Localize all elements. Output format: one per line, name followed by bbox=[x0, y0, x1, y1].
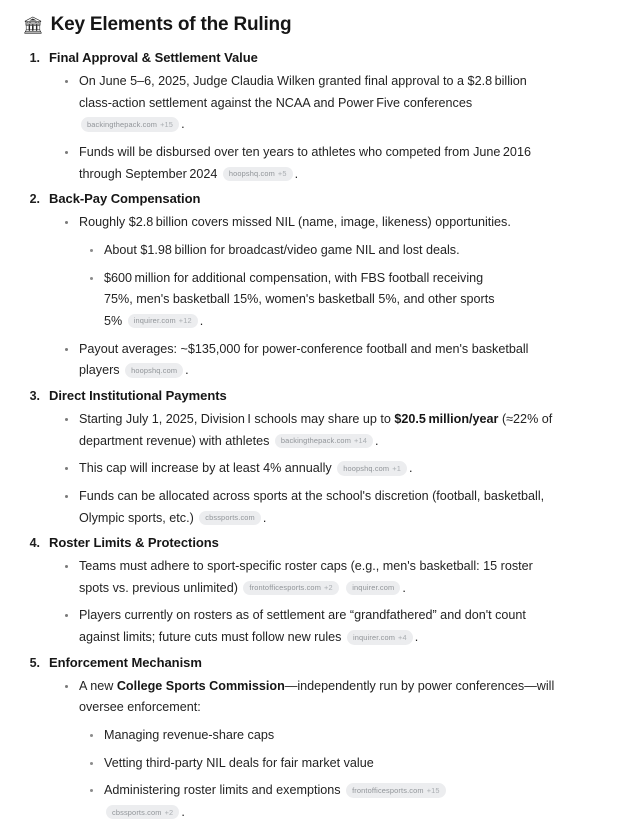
section-bullets bbox=[79, 556, 576, 649]
citation-count: +4 bbox=[398, 632, 407, 642]
bullet-emphasis: College Sports Commission bbox=[116, 678, 285, 693]
list-item bbox=[79, 458, 556, 480]
bullet-terminator: . bbox=[294, 166, 299, 181]
list-item bbox=[79, 71, 556, 136]
classical-building-icon: 🏛 bbox=[22, 15, 44, 35]
bullet-terminator: . bbox=[181, 117, 185, 132]
bullet-text: Starting July 1, 2025, Division I schools may share up to bbox=[79, 411, 395, 426]
list-item bbox=[79, 556, 556, 599]
section-heading bbox=[16, 191, 618, 206]
bullet-emphasis: $20.5 million/year bbox=[394, 411, 499, 426]
section-title: Enforcement Mechanism bbox=[49, 654, 202, 670]
sections-list bbox=[16, 50, 618, 824]
bullet-text: $600 million for additional compensation, with FBS football receiving 75%, men's basketball 15%, women's basketball 5%, and other sports 5% bbox=[104, 270, 495, 328]
citation-chip[interactable] bbox=[81, 117, 179, 131]
bullet-text-cont: (≈22% of department revenue) with athletes bbox=[79, 411, 553, 448]
bullet-text: A new bbox=[79, 678, 117, 693]
list-item bbox=[79, 212, 556, 332]
section-4 bbox=[16, 535, 618, 649]
section-number: 4. bbox=[29, 536, 40, 551]
section-3 bbox=[16, 388, 618, 529]
bullet-terminator: . bbox=[185, 363, 189, 378]
page-title: Key Elements of the Ruling bbox=[50, 14, 292, 35]
citation-chip[interactable] bbox=[275, 434, 373, 448]
bullet-text: On June 5–6, 2025, Judge Claudia Wilken granted final approval to a $2.8 billion class-action settlement against the NCAA and Power Five conferences bbox=[79, 74, 527, 110]
bullet-terminator: . bbox=[408, 461, 413, 476]
section-number: 2. bbox=[29, 192, 40, 207]
bullet-text: Managing revenue-share caps bbox=[104, 728, 275, 743]
bullet-text: Vetting third-party NIL deals for fair market value bbox=[104, 755, 374, 770]
sub-list bbox=[104, 725, 514, 824]
citation-count: +5 bbox=[277, 169, 287, 179]
citation-chip[interactable] bbox=[346, 783, 446, 797]
bullet-text: Funds can be allocated across sports at the school's discretion (football, basketball, Olympic sports, etc.) bbox=[79, 488, 545, 525]
citation-source: cbssports.com bbox=[205, 513, 255, 522]
bullet-text: About $1.98 billion for broadcast/video game NIL and lost deals. bbox=[104, 242, 460, 257]
section-heading bbox=[16, 535, 618, 550]
bullet-text: Payout averages: ~$135,000 for power-conference football and men's basketball players bbox=[79, 341, 529, 378]
bullet-terminator: . bbox=[181, 805, 185, 820]
list-item bbox=[104, 268, 514, 333]
citation-chip[interactable] bbox=[125, 363, 183, 377]
bullet-text: Administering roster limits and exemptions bbox=[104, 783, 341, 798]
section-heading bbox=[16, 655, 618, 670]
citation-source: frontofficesports.com bbox=[249, 583, 322, 593]
citation-chip[interactable] bbox=[346, 581, 400, 595]
section-2 bbox=[16, 191, 618, 382]
list-item bbox=[79, 409, 556, 452]
citation-source: inquirer.com bbox=[352, 632, 396, 642]
list-item bbox=[104, 753, 514, 775]
list-item bbox=[79, 339, 556, 382]
citation-source: hoopshq.com bbox=[343, 463, 390, 473]
section-bullets bbox=[79, 409, 576, 529]
sub-list bbox=[104, 240, 514, 333]
citation-chip[interactable] bbox=[223, 167, 293, 181]
bullet-terminator: . bbox=[262, 510, 267, 525]
bullet-terminator: . bbox=[414, 630, 419, 645]
bullet-text-cont: —independently run by power conferences—will oversee enforcement: bbox=[79, 678, 555, 715]
section-title: Direct Institutional Payments bbox=[49, 387, 227, 403]
bullet-text: Funds will be disbursed over ten years to athletes who competed from June 2016 through September 2024 bbox=[79, 144, 531, 181]
list-item bbox=[79, 605, 556, 648]
section-number: 1. bbox=[29, 51, 40, 65]
section-bullets bbox=[79, 71, 576, 185]
citation-chip[interactable] bbox=[243, 581, 338, 595]
citation-source: hoopshq.com bbox=[228, 169, 275, 179]
bullet-terminator: . bbox=[402, 580, 406, 595]
citation-count: +2 bbox=[164, 807, 174, 817]
citation-chip[interactable] bbox=[199, 511, 261, 525]
citation-count: +15 bbox=[160, 119, 174, 129]
section-heading bbox=[16, 50, 618, 65]
section-bullets bbox=[79, 212, 576, 382]
section-title: Final Approval & Settlement Value bbox=[49, 50, 258, 65]
citation-source: frontofficesports.com bbox=[352, 785, 424, 795]
bullet-text: This cap will increase by at least 4% annually bbox=[79, 461, 332, 476]
citation-chip[interactable] bbox=[347, 630, 413, 644]
section-title: Back-Pay Compensation bbox=[49, 191, 201, 207]
page-header bbox=[22, 14, 618, 36]
list-item bbox=[104, 725, 514, 747]
list-item bbox=[79, 486, 556, 529]
bullet-text: Teams must adhere to sport-specific roster caps (e.g., men's basketball: 15 roster spots vs. previous unlimited) bbox=[79, 559, 533, 595]
list-item bbox=[79, 142, 556, 185]
citation-source: inquirer.com bbox=[133, 316, 176, 326]
section-heading bbox=[16, 388, 618, 403]
list-item bbox=[104, 780, 514, 823]
citation-source: hoopshq.com bbox=[131, 365, 178, 375]
citation-chip[interactable] bbox=[128, 314, 198, 328]
citation-source: inquirer.com bbox=[352, 583, 395, 593]
section-title: Roster Limits & Protections bbox=[49, 535, 219, 551]
citation-source: backingthepack.com bbox=[280, 436, 351, 446]
citation-count: +1 bbox=[392, 463, 401, 473]
citation-count: +15 bbox=[426, 785, 440, 795]
section-number: 5. bbox=[29, 655, 40, 670]
citation-count: +12 bbox=[178, 316, 192, 326]
list-item bbox=[104, 240, 514, 262]
section-1 bbox=[16, 50, 618, 185]
citation-source: cbssports.com bbox=[112, 807, 162, 817]
bullet-terminator: . bbox=[199, 313, 204, 328]
bullet-text: Roughly $2.8 billion covers missed NIL (name, image, likeness) opportunities. bbox=[79, 215, 511, 230]
section-5 bbox=[16, 655, 618, 824]
bullet-text: Players currently on rosters as of settlement are “grandfathered” and don't count against limits; future cuts must follow new rules bbox=[79, 608, 526, 645]
section-number: 3. bbox=[29, 388, 40, 403]
bullet-terminator: . bbox=[375, 433, 379, 448]
citation-count: +2 bbox=[324, 583, 333, 593]
citation-source: backingthepack.com bbox=[87, 119, 158, 129]
citation-chip[interactable] bbox=[337, 461, 407, 475]
citation-chip[interactable] bbox=[106, 805, 179, 819]
citation-count: +14 bbox=[354, 436, 367, 446]
